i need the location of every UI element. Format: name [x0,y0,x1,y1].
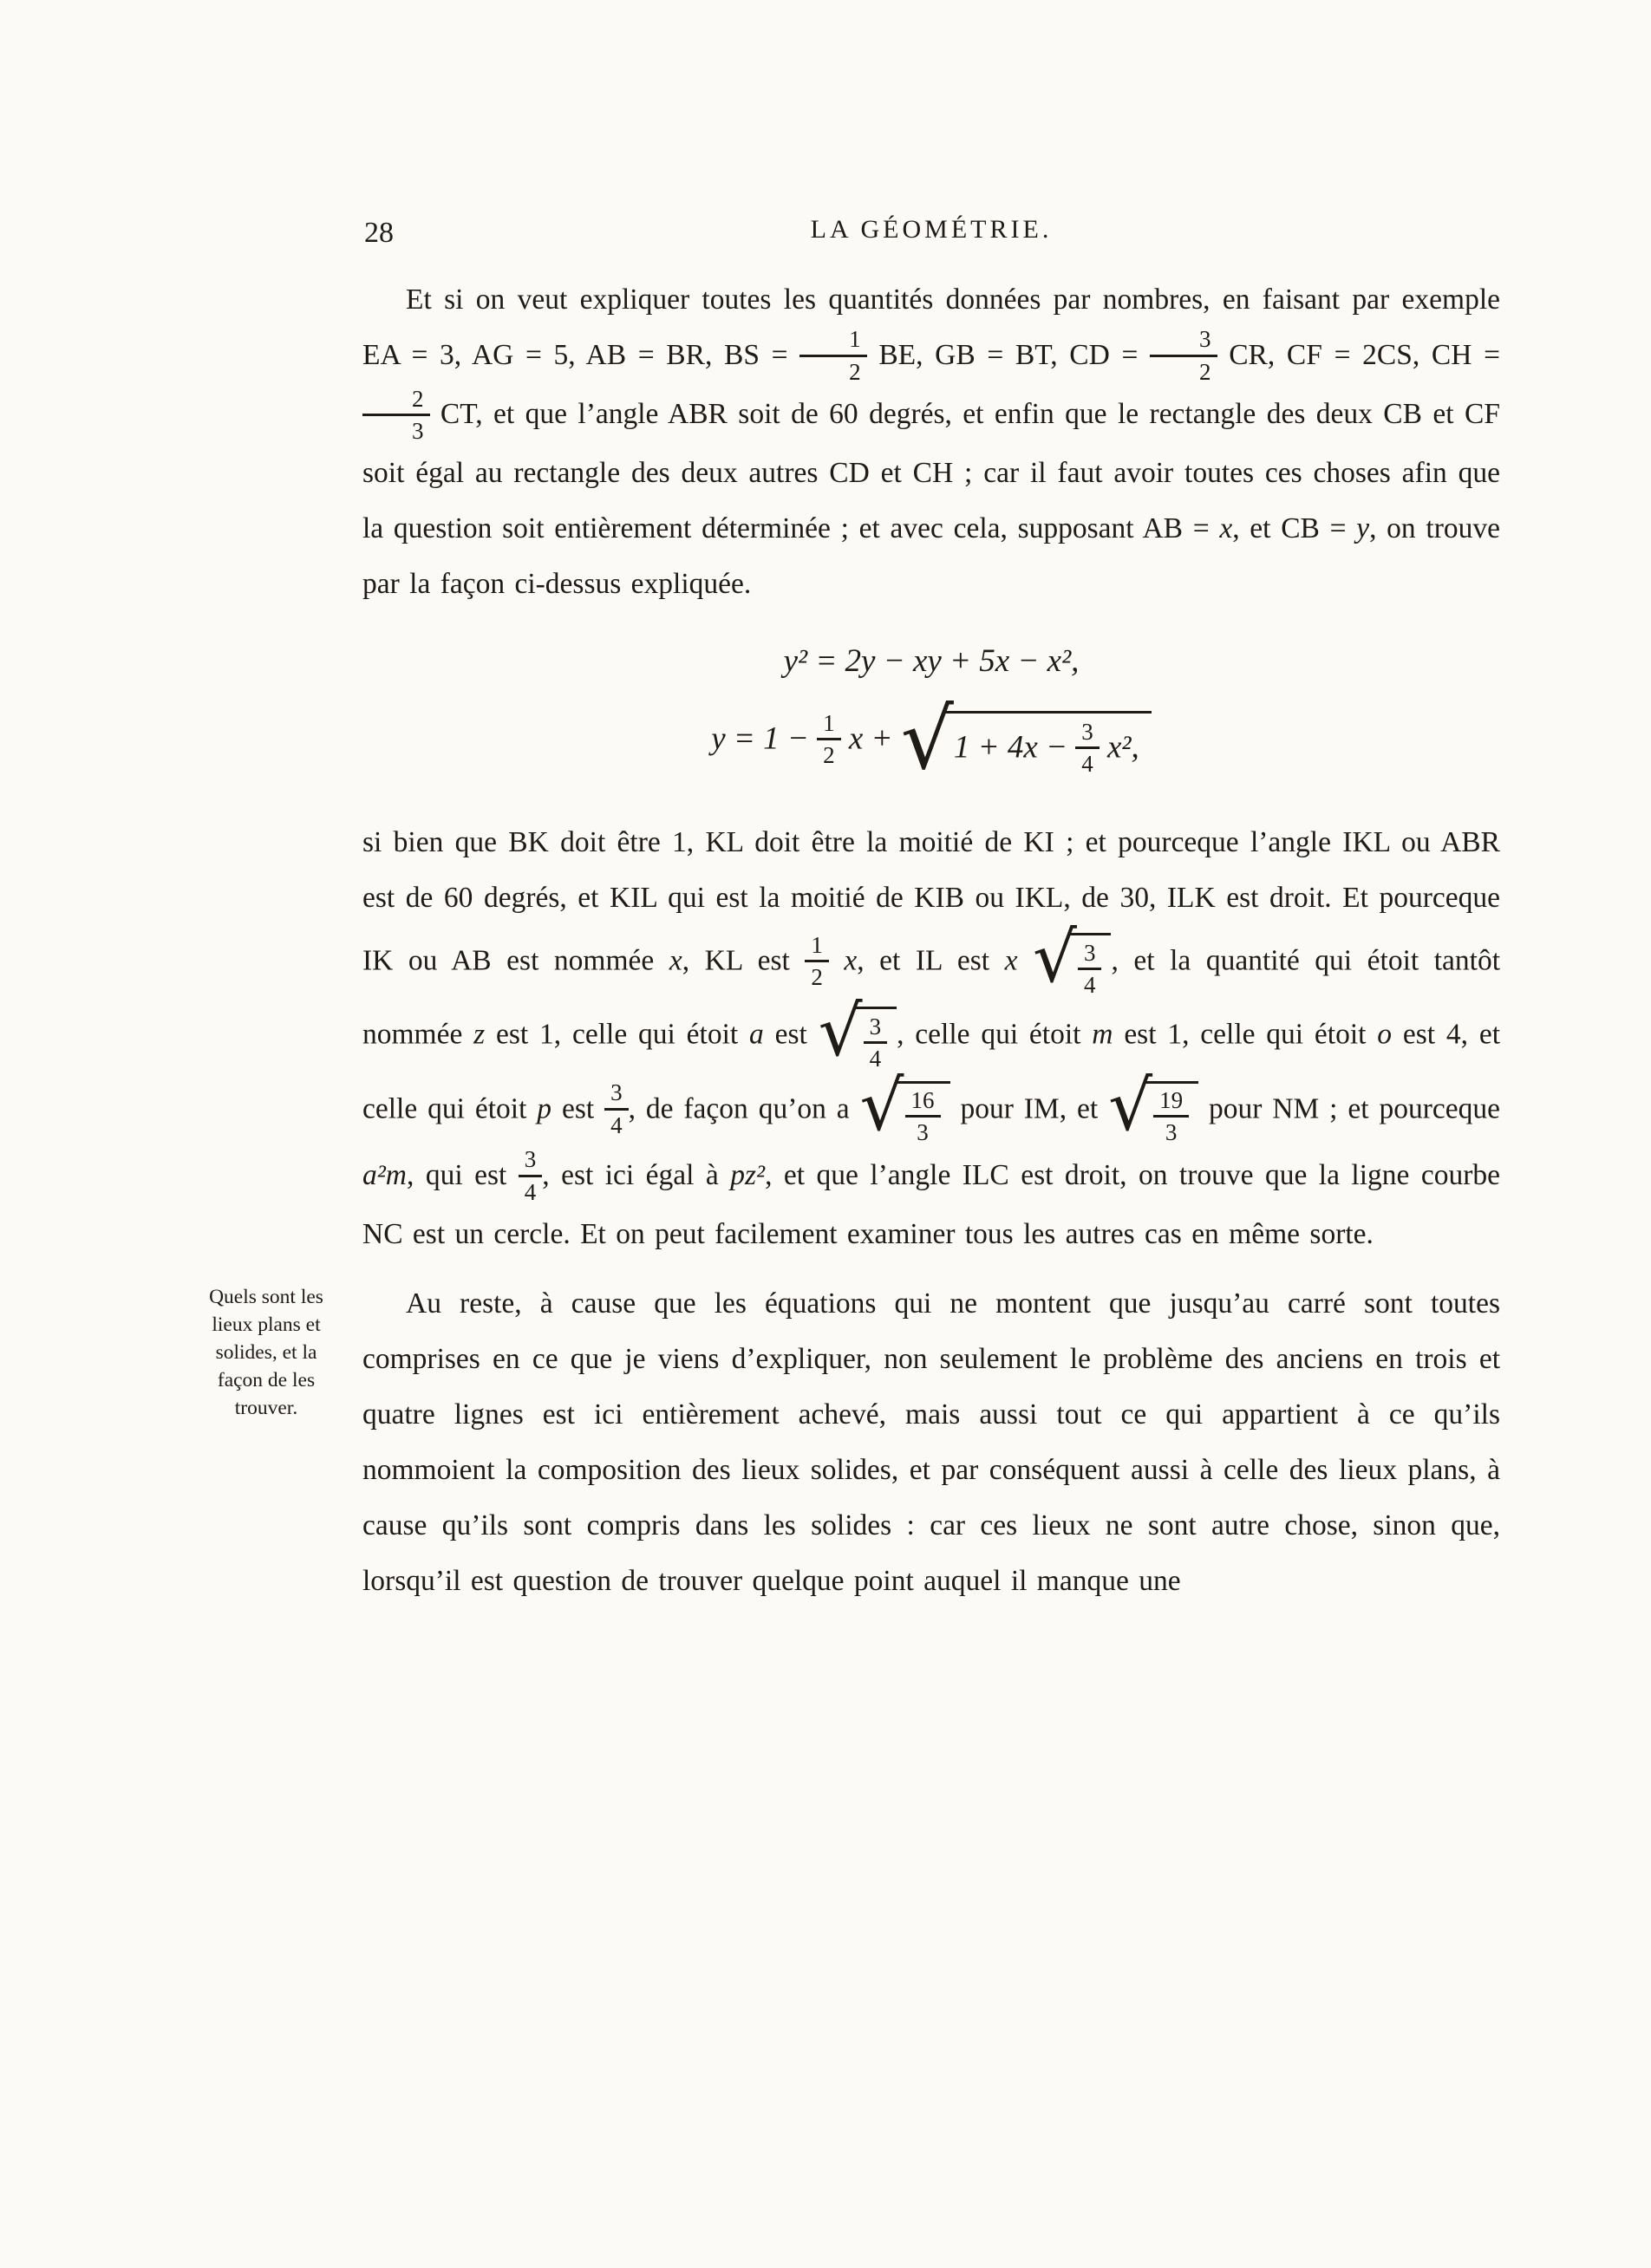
fraction-numerator: 3 [1078,940,1102,970]
variable-o: o [1377,1018,1393,1051]
paragraph-3 [362,1276,1500,1609]
fraction-numerator: 3 [1075,719,1100,749]
fraction-three-quarters [1075,719,1100,778]
sqrt-radical [1033,917,1111,1000]
variable-x: x [828,944,858,977]
sqrt-radical [900,690,1152,788]
variable-a: a [749,1018,764,1051]
fraction-one-half [805,932,829,991]
text-segment: , et la quantité qui étoit tantôt nommée [362,944,1501,1051]
fraction-denominator: 3 [917,1119,929,1146]
margin-note-line: Quels sont les [209,1285,323,1308]
text-segment: , celle qui étoit [897,1018,1093,1051]
text-segment: , et que l’angle ILC est droit, on trouve que la ligne courbe NC est un cercle. Et on peut facilement examiner tous les autres cas en même sorte. [362,1158,1500,1250]
paragraph-2 [362,815,1500,1262]
fraction-denominator: 2 [1199,358,1211,385]
paragraph-1 [362,272,1500,612]
page-number: 28 [364,217,394,249]
fraction-numerator: 1 [805,932,829,962]
fraction-denominator: 4 [610,1111,623,1138]
text-segment: est [763,1018,819,1051]
radical-sign-icon: √ [818,991,863,1072]
variable-p: p [537,1092,552,1124]
fraction-denominator: 4 [1083,972,1096,999]
fraction-nineteen-thirds [1153,1087,1189,1146]
margin-note-line: trouver. [234,1396,298,1419]
fraction-two-thirds [362,386,430,445]
text-segment: , et CB = [1232,512,1357,545]
fraction-numerator: 3 [604,1079,629,1110]
fraction-numerator: 19 [1153,1087,1189,1118]
text-segment: est 1, celle qui étoit [1113,1018,1378,1051]
radicand [1068,933,1112,1000]
fraction-denominator: 4 [1081,750,1093,777]
fraction-denominator: 2 [811,964,823,991]
sqrt-radical [859,1065,950,1148]
variable-y: y [1356,512,1370,545]
equation-1 [362,642,1500,681]
sqrt-radical [1108,1065,1198,1148]
fraction-denominator: 3 [412,417,424,444]
text-segment: est 1, celle qui étoit [485,1018,750,1051]
fraction-denominator: 4 [869,1046,882,1072]
fraction-numerator: 3 [1150,326,1217,356]
fraction-denominator: 4 [524,1178,537,1205]
fraction-three-halves [1150,326,1217,385]
fraction-denominator: 2 [849,358,861,385]
margin-note-line: façon de les [217,1368,316,1391]
equation-text: x², [1099,728,1139,765]
fraction-numerator: 3 [864,1013,888,1044]
variable-x: x [1004,944,1033,977]
sqrt-radical [818,991,897,1073]
text-segment: est [551,1092,605,1124]
paragraph-3-section [209,1276,1500,1609]
variable-a2m: a²m [362,1158,407,1191]
radical-sign-icon: √ [859,1065,904,1146]
text-segment: , qui est [407,1158,519,1191]
variable-x: x [1219,512,1233,545]
variable-z: z [473,1018,486,1051]
fraction-numerator: 2 [362,386,430,416]
fraction-one-half [799,326,867,385]
text-segment: , on trouve par la façon ci-dessus expliquée. [362,512,1500,601]
running-title: LA GÉOMÉTRIE. [810,215,1053,244]
text-segment: BE, GB = BT, CD = [866,339,1151,371]
text-segment: CT, et que l’angle ABR soit de 60 degrés, et enfin que le rectangle des deux CB et CF soit égal au rectangle des deux autres CD et CH ; car il faut avoir toutes ces choses afin que la question soit entièrement déterminée ; et avec cela, supposant AB = [362,398,1500,545]
fraction-three-quarters [864,1013,888,1072]
equation-text: y² = 2y − xy + 5x − x², [783,643,1080,680]
text-segment: est 4, et celle qui étoit [362,1018,1500,1124]
radical-sign-icon: √ [1108,1065,1153,1146]
radicand [896,1081,950,1148]
radicand [854,1007,897,1073]
fraction-denominator: 3 [1165,1119,1178,1146]
equation-text: x + [840,720,901,756]
fraction-denominator: 2 [823,741,835,768]
margin-note-line: solides, et la [215,1340,317,1364]
fraction-one-half [817,710,841,769]
fraction-numerator: 16 [905,1087,941,1118]
text-segment: si bien que BK doit être 1, KL doit être la moitié de KI ; et pourceque l’angle IKL ou ABR est de 60 degrés, et KIL qui est la moitié de KIB ou IKL, de 30, ILK est droit. Et pourceque IK ou AB est nommée [362,826,1500,977]
fraction-three-quarters [519,1146,543,1205]
fraction-numerator: 1 [817,710,841,740]
variable-pz2: pz² [730,1158,766,1191]
fraction-three-quarters [604,1079,629,1138]
radical-sign-icon: √ [900,690,954,788]
text-segment: , de façon qu’on a [628,1092,860,1124]
equation-text: 1 + 4x − [953,728,1076,765]
fraction-sixteen-thirds [905,1087,941,1146]
equation-2 [362,690,1500,788]
margin-note [175,1283,357,1422]
margin-note-line: lieux plans et [212,1313,321,1336]
radicand [1144,1081,1198,1148]
text-segment: CR, CF = 2CS, CH = [1217,339,1500,371]
equation-text: y = 1 − [711,720,818,756]
text-segment: Et si on veut expliquer toutes les quantités données par nombres, en faisant par exemple EA = 3, AG = 5, AB = BR, BS = [362,284,1500,371]
radical-sign-icon: √ [1033,917,1077,999]
page-content [209,215,1501,1609]
fraction-numerator: 1 [799,326,867,356]
text-segment: , et IL est [857,944,1005,977]
fraction-three-quarters [1078,940,1102,999]
text-segment: pour IM, et [949,1092,1109,1124]
variable-m: m [1092,1018,1113,1051]
text-segment: pour NM ; et pourceque [1198,1092,1500,1124]
radicand [943,711,1152,781]
fraction-numerator: 3 [519,1146,543,1176]
page-header [362,215,1500,264]
text-segment: , KL est [682,944,806,977]
text-segment: , est ici égal à [542,1158,731,1191]
variable-x: x [669,944,682,977]
text-segment: Au reste, à cause que les équations qui ne montent que jusqu’au carré sont toutes comprises en ce que je viens d’expliquer, non seulement le problème des anciens en trois et quatre lignes est ici entièrement achevé, mais aussi tout ce qui appartient à ce qu’ils nommoient la composition des lieux solides, et par conséquent aussi à celle des lieux plans, à cause qu’ils sont compris dans les solides : car ces lieux ne sont autre chose, sinon que, lorsqu’il est question de trouver quelque point auquel il manque une [362,1287,1500,1597]
